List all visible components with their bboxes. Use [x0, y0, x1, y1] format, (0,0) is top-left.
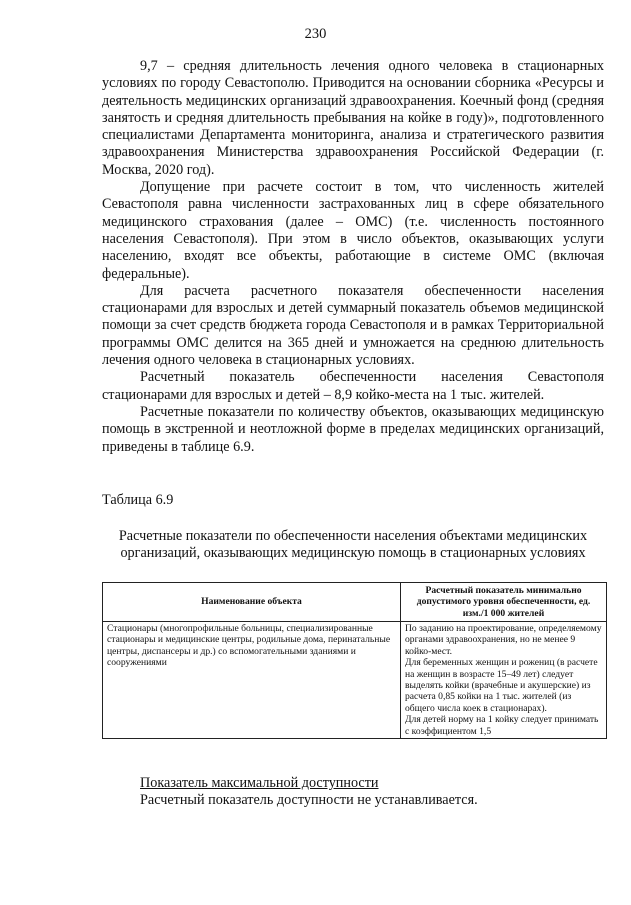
indicators-table	[102, 582, 607, 739]
table-header-row	[103, 583, 607, 622]
paragraph-4: Расчетный показатель обеспеченности населения Севастополя стационарами для взрослых и детей – 8,9 койко-места на 1 тыс. жителей.	[102, 369, 604, 403]
access-section	[140, 775, 478, 810]
table-row	[103, 622, 607, 739]
table-caption: Таблица 6.9	[102, 492, 174, 508]
cell-indicator: По заданию на проектирование, определяемому органами здравоохранения, но не менее 9 койко-мест. Для беременных женщин и рожениц (в расчете на женщин в возрасте 15–49 лет) следует выделять койки (врачебные и акушерские) из расчета 0,85 койки на 1 тыс. жителей (из общего числа коек в стационарах). Для детей норму на 1 койку следует принимать с коэффициентом 1,5	[401, 622, 607, 739]
paragraph-1: 9,7 – средняя длительность лечения одного человека в стационарных условиях по городу Севастополю. Приводится на основании сборника «Ресурсы и деятельность медицинских организаций здравоохранения. Коечный фонд (средняя занятость и средняя длительность пребывания на койке в году)», подготовленного специалистами Департамента мониторинга, анализа и стратегического развития здравоохранения Министерства здравоохранения Российской Федерации (г. Москва, 2020 год).	[102, 58, 604, 178]
cell-object: Стационары (многопрофильные больницы, специализированные стационары и медицинские центры, родильные дома, перинатальные центры, диспансеры и др.) со вспомогательными зданиями и сооружениями	[103, 622, 401, 739]
access-heading: Показатель максимальной доступности	[140, 775, 379, 791]
paragraph-2: Допущение при расчете состоит в том, что численность жителей Севастополя равна численности застрахованных лиц в сфере обязательного медицинского страхования (далее – ОМС) (т.е. численность постоянного населения Севастополя). При этом в число объектов, оказывающих услуги населению, входят все объекты, работающие в системе ОМС (включая федеральные).	[102, 179, 604, 282]
paragraph-3: Для расчета расчетного показателя обеспеченности населения стационарами для взрослых и детей суммарный показатель объемов медицинской помощи за счет средств бюджета города Севастополя и в рамках Территориальной программы ОМС делится на 365 дней и умножается на среднюю длительность лечения одного человека в стационарных условиях.	[102, 282, 604, 369]
page-number: 230	[304, 26, 327, 42]
column-header-object: Наименование объекта	[103, 583, 401, 622]
table-title: Расчетные показатели по обеспеченности населения объектами медицинских организаций, оказывающих медицинскую помощь в стационарных условиях	[118, 528, 588, 562]
column-header-indicator: Расчетный показатель минимально допустимого уровня обеспеченности, ед. изм./1 000 жителей	[401, 583, 607, 622]
body-text	[102, 58, 604, 456]
access-text: Расчетный показатель доступности не устанавливается.	[140, 792, 478, 809]
paragraph-5: Расчетные показатели по количеству объектов, оказывающих медицинскую помощь в экстренной и неотложной форме в пределах медицинских организаций, приведены в таблице 6.9.	[102, 403, 604, 455]
